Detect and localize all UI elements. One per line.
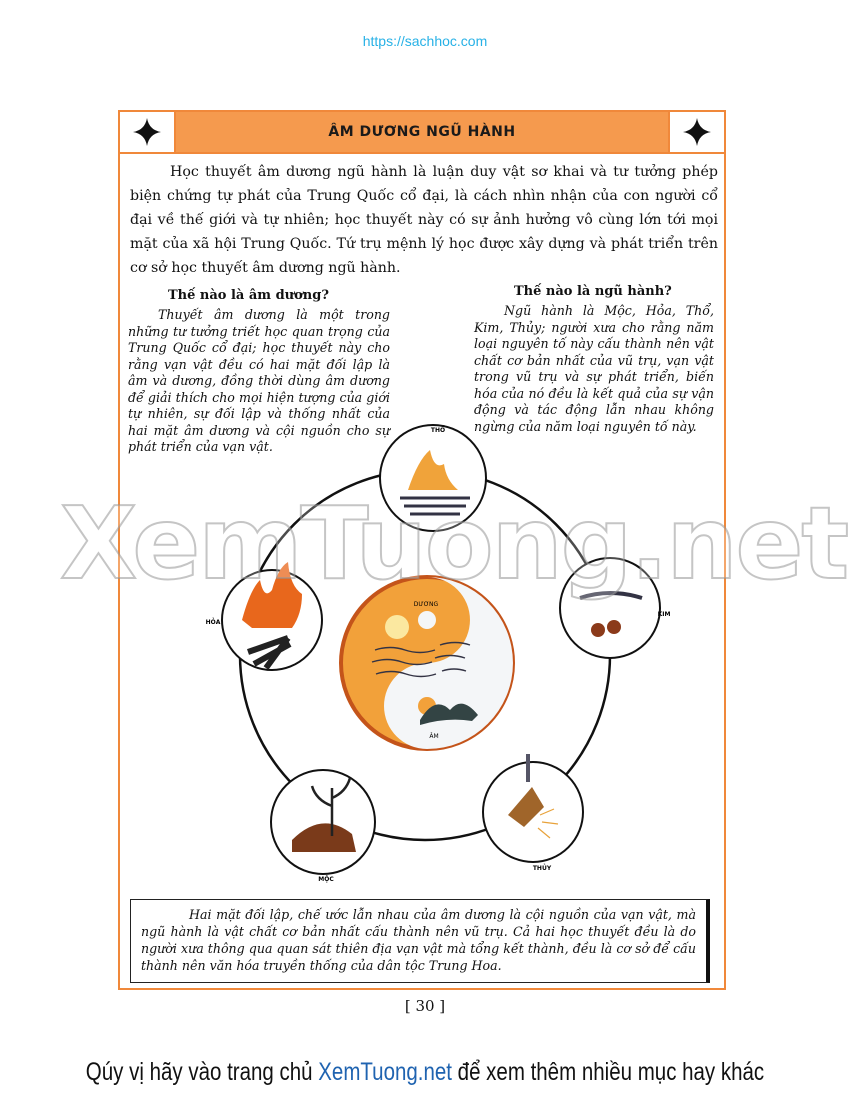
star-box-right xyxy=(668,112,724,152)
left-column-heading: Thế nào là âm dương? xyxy=(168,288,329,303)
yin-yang xyxy=(341,577,513,749)
site-url[interactable]: https://sachhoc.com xyxy=(362,33,488,49)
right-column-text: Ngũ hành là Mộc, Hỏa, Thổ, Kim, Thủy; người xưa cho rằng năm loại nguyên tố này cấu thành nên vật chất cơ bản nhất của vũ trụ, vạn vật trong vũ trụ và sự phát triển, biến hóa của nó đều là kết quả của sự vận động và tác động lẫn nhau không ngừng của năm loại nguyên tố này. xyxy=(474,303,714,434)
star-icon xyxy=(132,117,162,147)
title-band xyxy=(176,112,668,152)
watermark: XemTuong.net xyxy=(60,485,848,602)
intro-paragraph: Học thuyết âm dương ngũ hành là luận duy vật sơ khai và tư tưởng phép biện chứng tự phát của Trung Quốc cổ đại, là cách nhìn nhận của con người cổ đại về thế giới và tự nhiên; học thuyết này có sự ảnh hưởng vô cùng lớn tới mọi mặt của xã hội Trung Quốc. Tứ trụ mệnh lý học được xây dựng và phát triển trên cơ sở học thuyết âm dương ngũ hành. xyxy=(130,164,718,276)
yang-label: DƯƠNG xyxy=(413,601,439,608)
star-box-left xyxy=(120,112,176,152)
label-hoa: HỎA xyxy=(205,619,221,626)
label-kim: KIM xyxy=(657,611,670,618)
element-moc xyxy=(271,770,375,883)
yin-label: ÂM xyxy=(429,733,439,740)
bottom-note-box xyxy=(130,899,710,983)
page-number: [ 30 ] xyxy=(404,997,446,1015)
page-title: ÂM DƯƠNG NGŨ HÀNH xyxy=(328,124,516,140)
footer-prefix: Qúy vị hãy vào trang chủ xyxy=(85,1058,319,1086)
footer-suffix: để xem thêm nhiều mục hay khác xyxy=(451,1058,765,1086)
star-icon xyxy=(682,117,712,147)
left-column-text: Thuyết âm dương là một trong những tư tưởng triết học quan trọng của Trung Quốc cổ đại; học thuyết này cho rằng vạn vật đều có hai mặt đối lập là âm và dương, đồng thời dùng âm dương để giải thích cho mọi hiện tượng của giới tự nhiên, sự đối lập và thống nhất của hai mặt âm dương và cội nguồn cho sự phát triển của vạn vật. xyxy=(128,307,390,454)
right-column-heading: Thế nào là ngũ hành? xyxy=(514,284,672,299)
label-tho: THỔ xyxy=(430,427,446,434)
footer-brand-link[interactable]: XemTuong.net xyxy=(318,1058,452,1086)
footer-line xyxy=(77,1058,774,1087)
label-thuy: THỦY xyxy=(532,865,552,872)
header-bar xyxy=(120,112,724,154)
bottom-note: Hai mặt đối lập, chế ước lẫn nhau của âm dương là cội nguồn của vạn vật, mà ngũ hành là vật chất cơ bản nhất cấu thành nên vũ trụ. Cả hai học thuyết đều là do người xưa thông qua quan sát thiên địa vạn vật mà tổng kết thành, đều là cơ sở để cấu thành nên văn hóa truyền thống của dân tộc Trung Hoa. xyxy=(141,907,696,973)
label-moc: MỘC xyxy=(318,876,334,883)
